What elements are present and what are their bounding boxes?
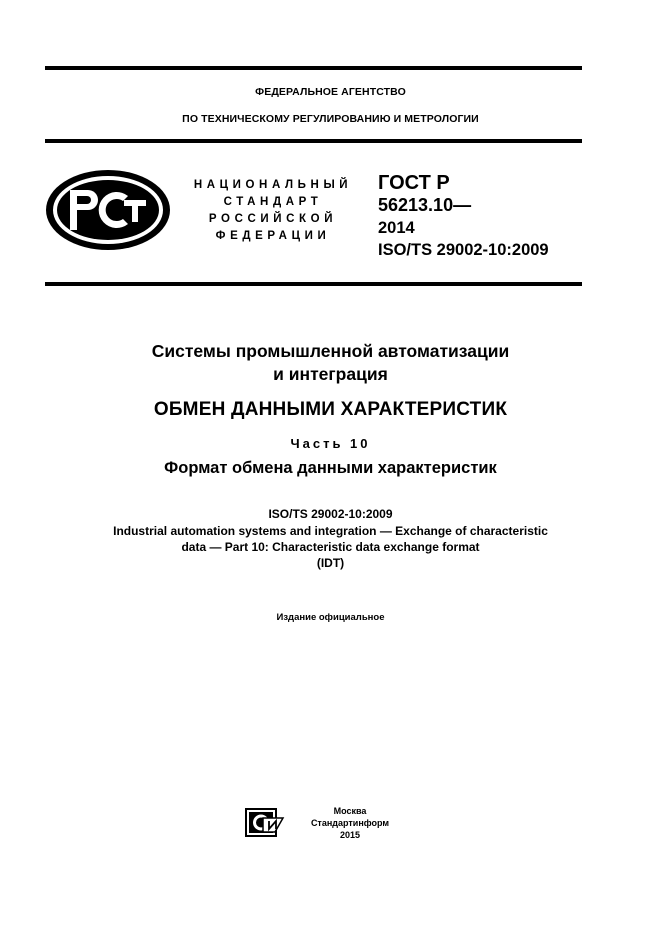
standard-type-line-3: РОССИЙСКОЙ (208, 213, 338, 225)
international-line-1: ISO/TS 29002-10:2009 (268, 507, 393, 521)
rst-emblem-icon (44, 168, 172, 252)
standard-type-line-4: ФЕДЕРАЦИИ (215, 230, 331, 242)
header-rule (45, 139, 582, 143)
standard-type-line-2: СТАНДАРТ (223, 196, 323, 208)
top-rule (45, 66, 582, 70)
standard-type-line-1: НАЦИОНАЛЬНЫЙ (193, 179, 353, 191)
subtitle: Формат обмена данными характеристик (164, 459, 497, 477)
international-line-3: data — Part 10: Characteristic data exchange format (181, 540, 480, 554)
edition-label: Издание официальное (276, 612, 385, 623)
title-line-1: Системы промышленной автоматизации (151, 341, 510, 361)
gost-designation-line-3: 2014 (378, 219, 415, 237)
part-label: Часть 10 (290, 436, 371, 451)
iso-designation: ISO/TS 29002-10:2009 (378, 241, 549, 259)
agency-line-1: ФЕДЕРАЛЬНОЕ АГЕНТСТВО (255, 86, 406, 98)
publisher-year: 2015 (339, 830, 361, 840)
agency-line-2: ПО ТЕХНИЧЕСКОМУ РЕГУЛИРОВАНИЮ И МЕТРОЛОГИИ (182, 113, 479, 125)
publisher-name: Стандартинформ (310, 818, 390, 828)
international-line-4: (IDT) (316, 556, 345, 570)
gost-designation-line-1: ГОСТ Р (378, 172, 450, 194)
standartinform-logo-icon (245, 806, 285, 838)
designation-rule (45, 282, 582, 286)
gost-designation-line-2: 56213.10— (378, 195, 472, 215)
publisher-city: Москва (333, 806, 367, 816)
title-line-2: и интеграция (273, 364, 388, 384)
main-title: ОБМЕН ДАННЫМИ ХАРАКТЕРИСТИК (153, 399, 508, 420)
international-line-2: Industrial automation systems and integration — Exchange of characteristic (113, 524, 548, 538)
